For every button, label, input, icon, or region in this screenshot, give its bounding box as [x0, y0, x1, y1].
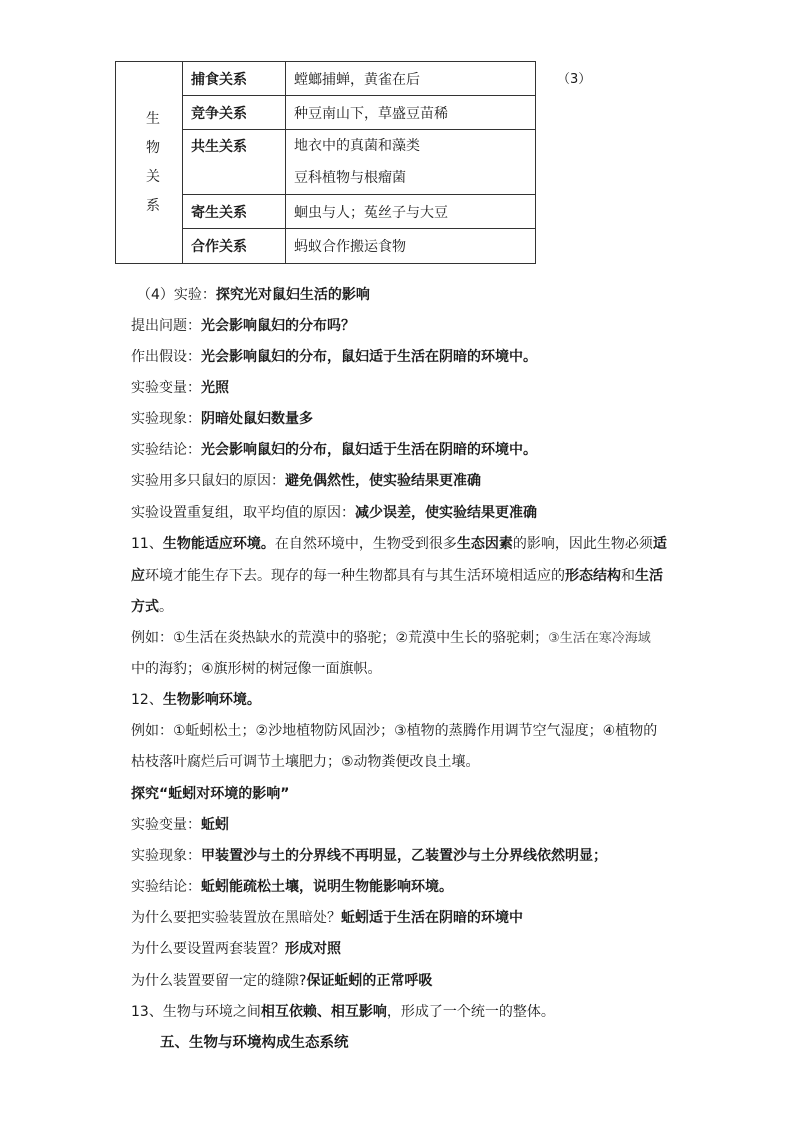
variable-line: 实验变量：光照 — [131, 380, 229, 396]
relation-kind: 竞争关系 — [183, 96, 286, 130]
question-line: 提出问题：光会影响鼠妇的分布吗？ — [131, 318, 355, 334]
relation-example: 种豆南山下，草盛豆苗稀 — [286, 96, 536, 130]
earthworm-conclusion-line: 实验结论：蚯蚓能疏松土壤，说明生物能影响环境。 — [131, 879, 453, 895]
biological-relations-table — [115, 61, 536, 264]
many-woodlice-reason-line: 实验用多只鼠妇的原因：避免偶然性，使实验结果更准确 — [131, 473, 481, 489]
point-13-line: 13、生物与环境之间相互依赖、相互影响，形成了一个统一的整体。 — [131, 1004, 555, 1020]
group-label-cell — [116, 62, 183, 264]
conclusion-line: 实验结论：光会影响鼠妇的分布，鼠妇适于生活在阴暗的环境中。 — [131, 442, 537, 458]
relation-example: 地衣中的真菌和藻类 豆科植物与根瘤菌 — [286, 130, 536, 195]
group-label: 生 物 关 系 — [146, 110, 160, 214]
point-12-example-1: 例如：①蚯蚓松土；②沙地植物防风固沙；③植物的蒸腾作用调节空气湿度；④植物的 — [131, 723, 658, 739]
experiment-heading: （4）实验：探究光对鼠妇生活的影响 — [137, 287, 370, 303]
point-12-heading: 12、生物影响环境。 — [131, 692, 261, 708]
point-11-line-2: 应环境才能生存下去。现存的每一种生物都具有与其生活环境相适应的形态结构和生活 — [131, 568, 663, 584]
phenomenon-line: 实验现象：阴暗处鼠妇数量多 — [131, 411, 313, 427]
earthworm-phenomenon-line: 实验现象：甲装置沙与土的分界线不再明显，乙装置沙与土分界线依然明显； — [131, 848, 607, 864]
point-11-example-2: 中的海豹；④旗形树的树冠像一面旗帜。 — [131, 661, 382, 677]
section-5-heading: 五、生物与环境构成生态系统 — [160, 1035, 349, 1051]
earthworm-qa-3: 为什么装置要留一定的缝隙?保证蚯蚓的正常呼吸 — [131, 973, 433, 989]
point-12-example-2: 枯枝落叶腐烂后可调节土壤肥力；⑤动物粪便改良土壤。 — [131, 754, 480, 770]
relation-example: 蚂蚁合作搬运食物 — [286, 229, 536, 264]
relation-example: 蛔虫与人；菟丝子与大豆 — [286, 195, 536, 229]
relation-kind: 合作关系 — [183, 229, 286, 264]
hypothesis-line: 作出假设：光会影响鼠妇的分布，鼠妇适于生活在阴暗的环境中。 — [131, 349, 537, 365]
earthworm-qa-2: 为什么要设置两套装置？形成对照 — [131, 941, 341, 957]
earthworm-explore-heading: 探究“蚯蚓对环境的影响” — [131, 786, 290, 802]
relation-kind: 捕食关系 — [183, 62, 286, 96]
relation-kind: 寄生关系 — [183, 195, 286, 229]
earthworm-variable-line: 实验变量：蚯蚓 — [131, 817, 229, 833]
repeat-group-reason-line: 实验设置重复组，取平均值的原因：减少误差，使实验结果更准确 — [131, 505, 537, 521]
relation-kind: 共生关系 — [183, 130, 286, 195]
relation-example: 螳螂捕蝉，黄雀在后 — [286, 62, 536, 96]
side-note: （3） — [557, 72, 592, 87]
point-11-line-3: 方式。 — [131, 599, 173, 615]
point-11-example-1: 例如：①生活在炎热缺水的荒漠中的骆驼；②荒漠中生长的骆驼刺；③生活在寒冷海域 — [131, 630, 651, 646]
point-11-line-1: 11、生物能适应环境。在自然环境中，生物受到很多生态因素的影响，因此生物必须适 — [131, 536, 667, 552]
earthworm-qa-1: 为什么要把实验装置放在黑暗处？蚯蚓适于生活在阴暗的环境中 — [131, 910, 523, 926]
